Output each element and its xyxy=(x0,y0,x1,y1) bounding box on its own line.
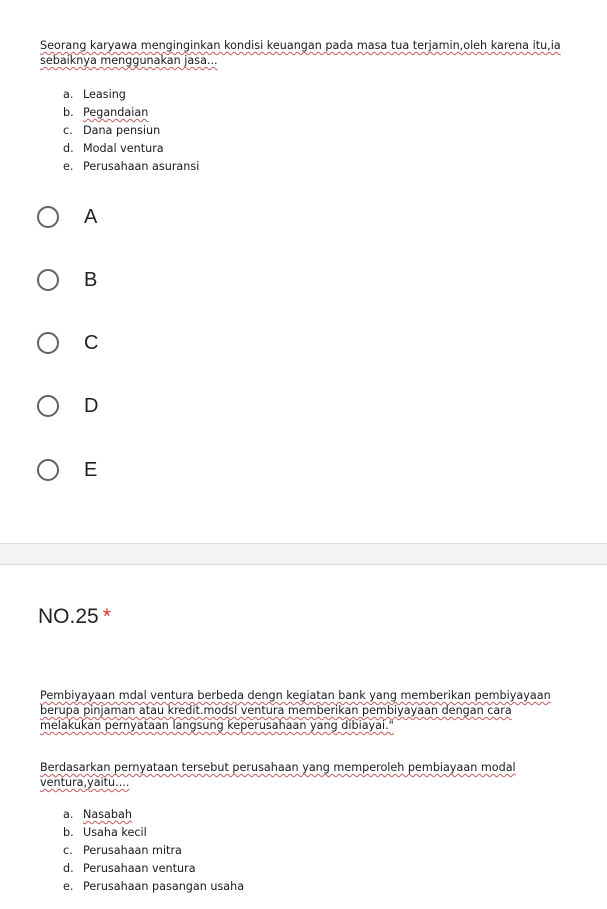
radio-label: A xyxy=(84,205,98,228)
radio-choice-b[interactable] xyxy=(37,265,97,295)
radio-label: E xyxy=(84,458,98,481)
option-e: e. Perusahaan asuransi xyxy=(63,160,200,173)
question-1-line: Seorang karyawa menginginkan kondisi keuangan pada masa tua terjamin,oleh karena itu,ia xyxy=(40,39,561,52)
question-2-line: Pembiyayaan mdal ventura berbeda dengn kegiatan bank yang memberikan pembiyayaan xyxy=(40,689,551,702)
required-asterisk: * xyxy=(102,605,111,628)
question-1-options xyxy=(63,86,199,176)
question-title xyxy=(38,605,111,629)
question-2-line: ventura,yaitu.... xyxy=(40,776,130,789)
option-a: a. Leasing xyxy=(63,88,126,101)
question-1-text xyxy=(40,38,600,68)
question-2-line: berupa pinjaman atau kredit.modsl ventura memberikan pembiyayaan dengan cara xyxy=(40,704,512,717)
question-2-paragraph-2 xyxy=(40,760,600,790)
question-1-line: sebaiknya menggunakan jasa... xyxy=(40,54,218,67)
question-2-line: melakukan pernyataan langsung keperusahaan yang dibiayai." xyxy=(40,719,394,732)
radio-circle-icon[interactable] xyxy=(37,459,59,481)
question-2-paragraph-1 xyxy=(40,688,600,733)
question-2-options xyxy=(63,806,244,896)
option-a: a. Nasabah xyxy=(63,808,132,821)
card-separator xyxy=(0,544,607,564)
option-b: b. Usaha kecil xyxy=(63,826,147,839)
option-d: d. Perusahaan ventura xyxy=(63,862,196,875)
radio-choice-d[interactable] xyxy=(37,391,98,421)
option-c: c. Perusahaan mitra xyxy=(63,844,182,857)
radio-choice-c[interactable] xyxy=(37,328,98,358)
radio-label: D xyxy=(84,394,99,417)
option-c: c. Dana pensiun xyxy=(63,124,161,137)
option-e: e. Perusahaan pasangan usaha xyxy=(63,880,245,893)
radio-choice-e[interactable] xyxy=(37,455,97,485)
radio-circle-icon[interactable] xyxy=(37,269,59,291)
question-2-line: Berdasarkan pernyataan tersebut perusahaan yang memperoleh pembiayaan modal xyxy=(40,761,516,774)
radio-label: B xyxy=(84,268,98,291)
question-number: NO.25 xyxy=(38,605,99,628)
option-b: b. Pegandaian xyxy=(63,106,149,119)
radio-label: C xyxy=(84,331,99,354)
option-d: d. Modal ventura xyxy=(63,142,164,155)
radio-circle-icon[interactable] xyxy=(37,332,59,354)
radio-choice-a[interactable] xyxy=(37,202,97,232)
radio-circle-icon[interactable] xyxy=(37,206,59,228)
radio-circle-icon[interactable] xyxy=(37,395,59,417)
